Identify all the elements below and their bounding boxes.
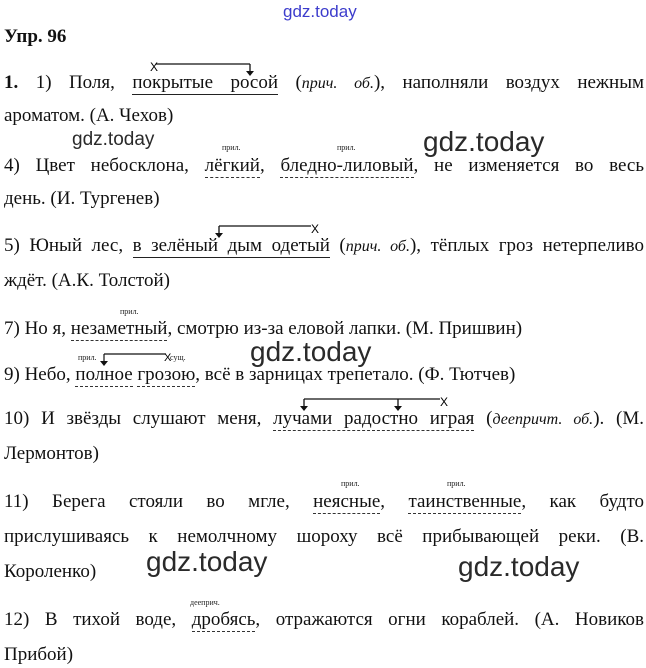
adj-label: прил. (120, 307, 139, 316)
gerund: дробясь (191, 609, 256, 630)
sentence-12-line-1: 12) В тихой воде, дробясь, отражаются огни кораблей. (А. Новиков (4, 609, 645, 630)
sentence-5-line-2: ждёт. (А.К. Толстой) (4, 270, 170, 291)
noun-label: сущ. (170, 353, 186, 362)
participle-phrase: покрытые росой (132, 72, 279, 93)
sentence-9: 9) Небо, полное грозою, всё в зарницах трепетало. (Ф. Тютчев) (4, 364, 516, 385)
sentence-7: 7) Но я, незаметный, смотрю из-за еловой лапки. (М. Пришвин) (4, 318, 523, 339)
adj-label: прил. (337, 143, 356, 152)
exercise-title: Упр. 96 (4, 26, 67, 47)
noun: грозою (137, 364, 196, 385)
svg-text:X: X (311, 222, 320, 236)
sentence-12-line-2: Прибой) (4, 644, 74, 665)
sentence-10-line-2: Лермонтов) (4, 443, 99, 464)
sentence-11-line-1: 11) Берега стояли во мгле, неясные, таинственные, как будто (4, 491, 645, 512)
sentence-11-line-3: Короленко) (4, 561, 97, 582)
watermark: gdz.today (283, 2, 357, 21)
sentence-11-line-2: прислушиваясь к немолчному шороху всё прибывающей реки. (В. (4, 526, 644, 547)
phrase-note: деепричт. об. (492, 411, 594, 428)
svg-text:X: X (164, 352, 172, 364)
watermark: gdz.today (72, 129, 155, 150)
adj-label: прил. (78, 353, 97, 362)
adj-label: прил. (341, 479, 360, 488)
adjective-2: таинственные (408, 491, 522, 512)
watermark: gdz.today (423, 126, 545, 157)
adjective: незаметный (70, 318, 168, 339)
adjective-1: лёгкий (204, 155, 260, 176)
phrase-note: прич. об. (345, 238, 410, 255)
svg-text:X: X (440, 395, 449, 409)
phrase-note: прич. об. (301, 75, 374, 92)
item-number: 1. (4, 72, 19, 93)
sentence-1-line-1: 1. 1) Поля, покрытые росой (прич. об.), наполняли воздух нежным (4, 72, 644, 93)
gerund-phrase: лучами радостно играя (273, 408, 475, 429)
adjective-1: неясные (313, 491, 381, 512)
svg-text:X: X (150, 60, 159, 74)
watermark: gdz.today (250, 336, 372, 367)
adjective-2: бледно-лиловый (280, 155, 414, 176)
watermark: gdz.today (458, 551, 580, 582)
sentence-1-line-2: ароматом. (А. Чехов) (4, 105, 174, 126)
gerund-label: дееприч. (190, 598, 220, 607)
adjective: полное (75, 364, 133, 385)
sentence-5-line-1: 5) Юный лес, в зелёный дым одетый (прич. об.), тёплых гроз нетерпеливо (4, 235, 645, 256)
participle-phrase: в зелёный дым одетый (132, 235, 330, 256)
sentence-4-line-1: 4) Цвет небосклона, лёгкий, бледно-лиловый, не изменяется во весь (4, 155, 645, 176)
adj-label: прил. (222, 143, 241, 152)
sentence-10-line-1: 10) И звёзды слушают меня, лучами радостно играя (деепричт. об.). (М. (4, 408, 644, 429)
sentence-4-line-2: день. (И. Тургенев) (4, 188, 160, 209)
watermark: gdz.today (146, 546, 268, 577)
adj-label: прил. (447, 479, 466, 488)
